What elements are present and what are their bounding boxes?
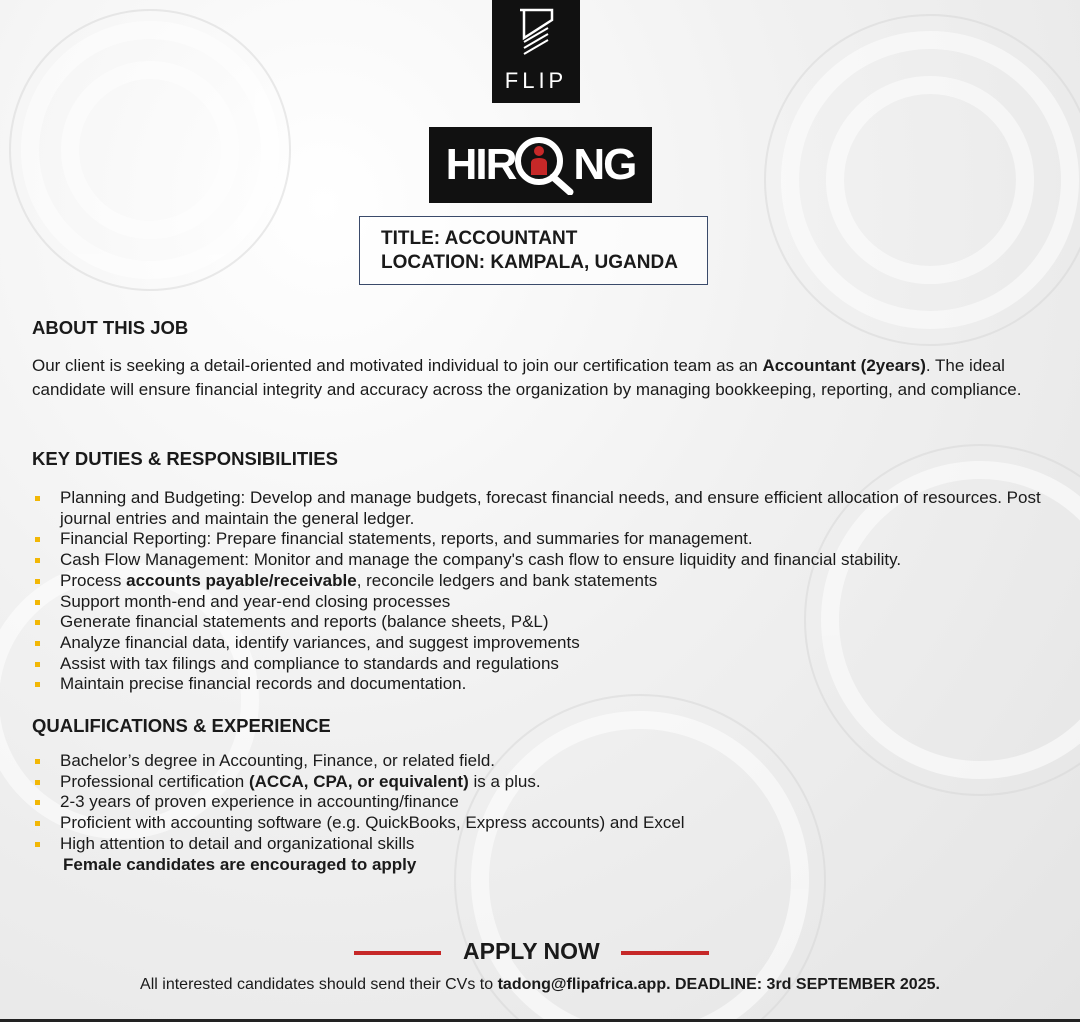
about-paragraph: Our client is seeking a detail-oriented and motivated individual to join our certification team as an Accountant (2years). The ideal candidate will ensure financial integrity and accuracy across the organization by managing bookkeeping, reporting, and compliance. <box>32 356 1022 399</box>
list-item: High attention to detail and organizational skills <box>32 834 1042 855</box>
list-item: Bachelor’s degree in Accounting, Finance, or related field. <box>32 751 1042 772</box>
logo-wordmark: FLIP <box>504 68 568 93</box>
about-heading: ABOUT THIS JOB <box>32 317 189 338</box>
qualifications-list <box>32 751 1042 855</box>
duties-heading: KEY DUTIES & RESPONSIBILITIES <box>32 448 338 469</box>
job-title: TITLE: ACCOUNTANT <box>381 228 578 249</box>
list-item: Planning and Budgeting: Develop and manage budgets, forecast financial needs, and ensure efficient allocation of resources. Post journal entries and maintain the general ledger. <box>32 488 1042 529</box>
apply-divider-right <box>621 951 709 955</box>
list-item: 2-3 years of proven experience in accounting/finance <box>32 792 1042 813</box>
magnifier-person-icon <box>513 135 575 195</box>
list-item: Assist with tax filings and compliance to standards and regulations <box>32 654 1042 675</box>
apply-now-heading: APPLY NOW <box>463 938 600 964</box>
list-item: Professional certification (ACCA, CPA, or equivalent) is a plus. <box>32 772 1042 793</box>
hiring-text-end: NG <box>573 140 636 189</box>
list-item: Analyze financial data, identify variances, and suggest improvements <box>32 633 1042 654</box>
apply-divider-left <box>354 951 441 955</box>
list-item: Maintain precise financial records and documentation. <box>32 674 1042 695</box>
flip-mark-icon <box>518 8 554 58</box>
list-item: Support month-end and year-end closing processes <box>32 592 1042 613</box>
job-location: LOCATION: KAMPALA, UGANDA <box>381 252 678 273</box>
duties-list <box>32 488 1042 695</box>
contact-email[interactable]: tadong@flipafrica.app. <box>497 976 671 993</box>
female-candidates-note: Female candidates are encouraged to apply <box>63 855 417 874</box>
list-item: Cash Flow Management: Monitor and manage the company's cash flow to ensure liquidity and financial stability. <box>32 550 1042 571</box>
apply-instructions: All interested candidates should send their CVs to tadong@flipafrica.app. DEADLINE: 3rd SEPTEMBER 2025. <box>140 976 940 993</box>
list-item: Process accounts payable/receivable, reconcile ledgers and bank statements <box>32 571 1042 592</box>
list-item: Financial Reporting: Prepare financial statements, reports, and summaries for management. <box>32 529 1042 550</box>
flip-logo <box>492 0 580 103</box>
list-item: Generate financial statements and reports (balance sheets, P&L) <box>32 612 1042 633</box>
hiring-text-start: HIR <box>445 140 516 189</box>
qualifications-heading: QUALIFICATIONS & EXPERIENCE <box>32 715 331 736</box>
job-title-box <box>359 216 708 285</box>
list-item: Proficient with accounting software (e.g. QuickBooks, Express accounts) and Excel <box>32 813 1042 834</box>
hiring-banner <box>429 127 652 203</box>
